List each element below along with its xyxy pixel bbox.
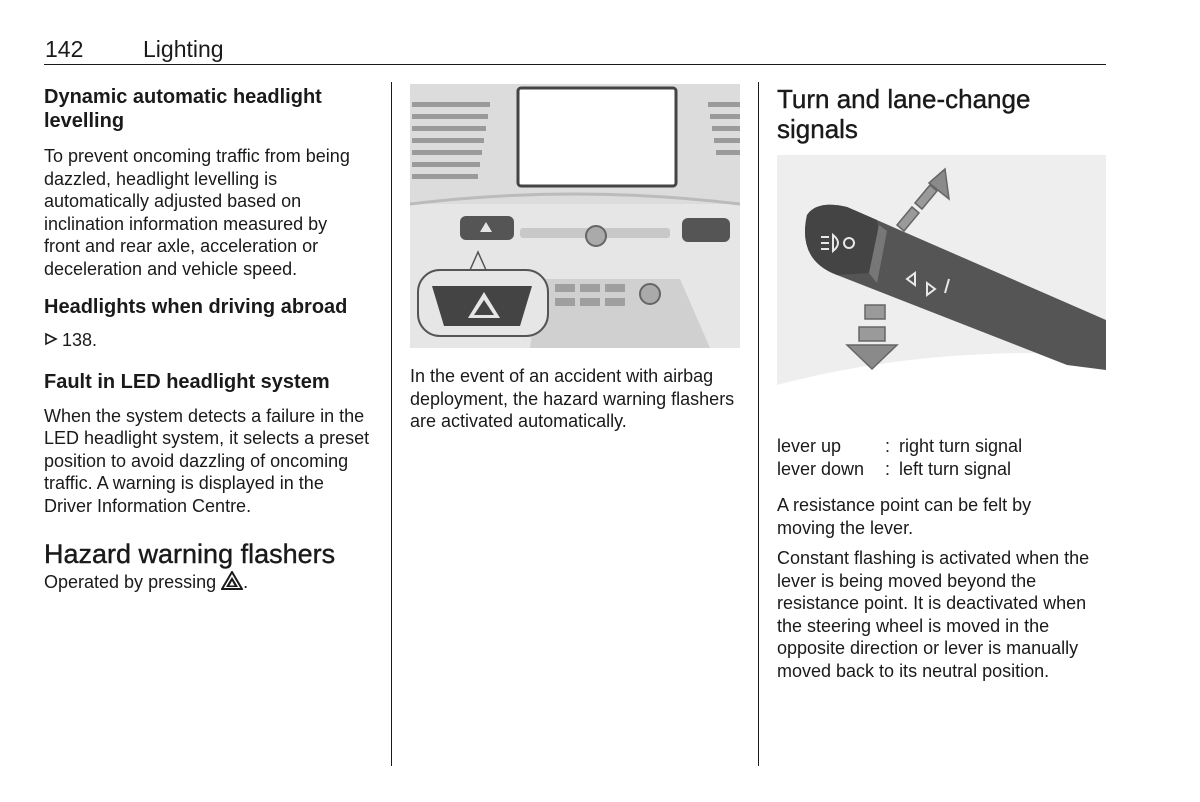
signal-table (777, 435, 1022, 480)
dashboard-hazard-figure (410, 84, 740, 348)
signal-sep: : (885, 458, 891, 479)
constant-flashing-text: Constant flashing is activated when the lever is being moved beyond the resistance point. It is deactivated when the steering wheel is moved in the opposite direction or lever is manually moved back to its neutral position. (777, 548, 1090, 681)
driving-abroad-page-ref[interactable]: 138. (62, 330, 98, 350)
signal-desc: left turn signal (899, 458, 1012, 479)
page-number: 142 (45, 36, 84, 62)
column-divider-left (391, 82, 392, 766)
hazard-text-label: Operated by pressing (44, 572, 217, 592)
right-column (777, 84, 1107, 144)
dynamic-levelling-text: To prevent oncoming traffic from being dazzled, headlight levelling is automatically adjusted based on inclination information measured by front and rear axle, acceleration or deceleration and vehicle speed. (44, 146, 350, 279)
signal-term: lever up (777, 436, 842, 456)
driving-abroad-heading: Headlights when driving abroad (44, 296, 348, 318)
column-divider-right (758, 82, 759, 766)
hazard-text-end: . (243, 572, 249, 592)
signal-term: lever down (777, 458, 865, 479)
signal-row (777, 458, 1022, 481)
turn-signals-heading: Turn and lane-change signals (777, 84, 1031, 144)
left-column (44, 85, 379, 596)
driving-abroad-ref (44, 329, 379, 354)
hazard-text (44, 571, 379, 596)
hazard-triangle-icon (221, 571, 243, 596)
dynamic-levelling-heading: Dynamic automatic headlight levelling (44, 86, 322, 132)
signal-desc: right turn signal (899, 436, 1023, 456)
resistance-text: A resistance point can be felt by moving the lever. (777, 495, 1032, 538)
right-column-body (777, 435, 1107, 682)
header-rule (44, 64, 1106, 65)
signal-sep: : (885, 436, 891, 456)
dashboard-illustration (410, 84, 740, 348)
middle-column (410, 365, 745, 433)
turn-signal-lever-figure (777, 155, 1106, 418)
hazard-heading: Hazard warning flashers (44, 539, 336, 569)
turn-signal-lever-illustration (777, 155, 1106, 418)
arrow-reference-icon (44, 331, 58, 354)
signal-row (777, 435, 1022, 458)
led-fault-text: When the system detects a failure in the LED headlight system, it selects a preset position to avoid dazzling of oncoming traffic. A warning is displayed in the Driver Information Centre. (44, 405, 370, 516)
figure-caption: In the event of an accident with airbag deployment, the hazard warning flashers are activated automatically. (410, 366, 735, 431)
section-title: Lighting (143, 36, 224, 62)
led-fault-heading: Fault in LED headlight system (44, 370, 330, 393)
